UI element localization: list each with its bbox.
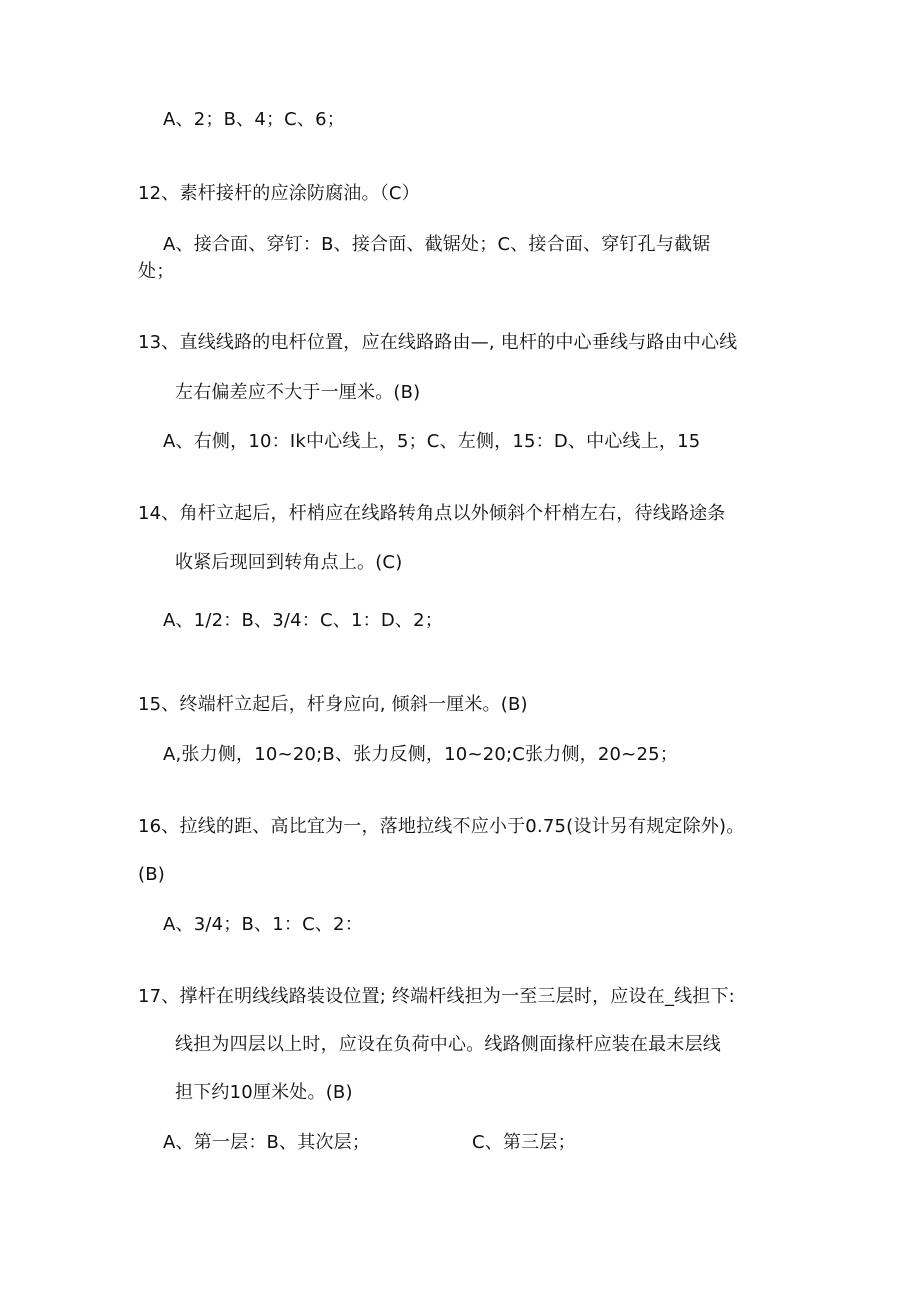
q17-question-continued: 线担为四层以上时，应设在负荷中心。线路侧面掾杆应装在最末层线 (175, 1034, 721, 1055)
q11-options: A、2；B、4；C、6； (163, 109, 345, 130)
q17-options-c: C、第三层； (472, 1132, 576, 1153)
q17-question-end: 担下约10厘米处。(B) (175, 1082, 353, 1103)
q14-question: 14、角杆立起后，杆梢应在线路转角点以外倾斜个杆梢左右，待线路途条 (138, 503, 726, 524)
q16-question: 16、拉线的距、高比宜为一，落地拉线不应小于0.75(设计另有规定除外)。 (138, 816, 745, 837)
q12-options-continued: 处； (138, 261, 175, 282)
q13-question-continued: 左右偏差应不大于一厘米。(B) (175, 382, 421, 403)
q13-question: 13、直线线路的电杆位置，应在线路路由—, 电杆的中心垂线与路由中心线 (138, 332, 738, 353)
q17-options-a-b: A、第一层：B、其次层； (163, 1132, 371, 1153)
q13-options: A、右侧，10：Ik中心线上，5；C、左侧，15：D、中心线上，15 (163, 431, 701, 452)
q16-options: A、3/4；B、1：C、2： (163, 914, 363, 935)
q12-options: A、接合面、穿钉：B、接合面、截锯处；C、接合面、穿钉孔与截锯 (163, 234, 711, 255)
q16-answer: (B) (138, 864, 165, 885)
q15-question: 15、终端杆立起后，杆身应向, 倾斜一厘米。(B) (138, 694, 528, 715)
q15-options: A,张力侧，10~20;B、张力反侧，10~20;C张力侧，20~25； (163, 744, 678, 765)
q12-question: 12、素杆接杆的应涂防腐油。（C） (138, 183, 420, 204)
q14-question-continued: 收紧后现回到转角点上。(C) (175, 552, 403, 573)
q14-options: A、1/2：B、3/4：C、1：D、2； (163, 610, 443, 631)
q17-question: 17、撑杆在明线线路装设位置; 终端杆线担为一至三层时，应设在_线担下: (138, 986, 735, 1007)
